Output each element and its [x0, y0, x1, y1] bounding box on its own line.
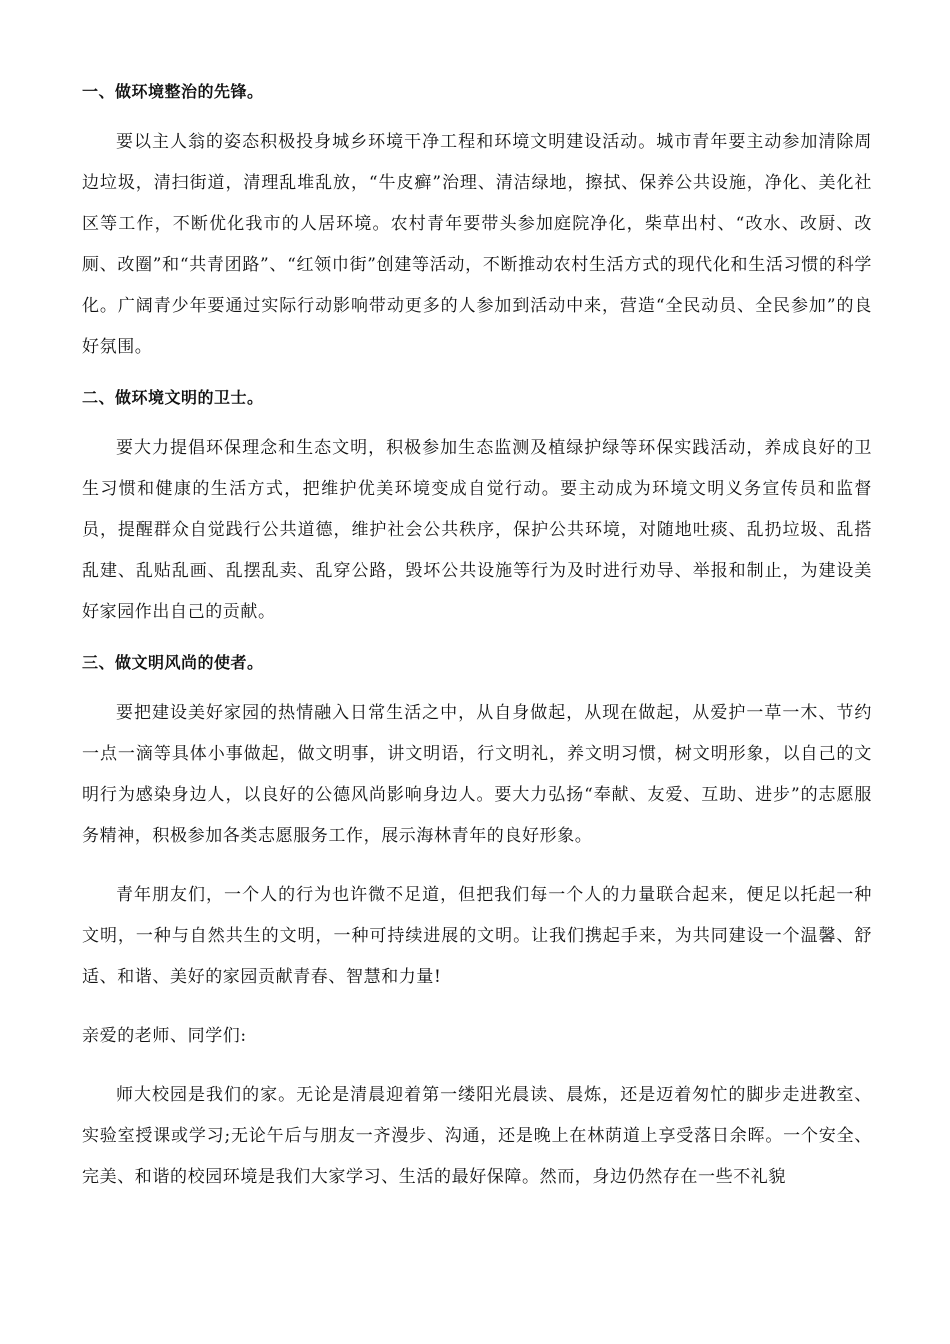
- section-2-paragraph: 要大力提倡环保理念和生态文明，积极参加生态监测及植绿护绿等环保实践活动，养成良好的卫生习惯和健康的生活方式，把维护优美环境变成自觉行动。要主动成为环境文明义务宣传员和监督员，提醒群众自觉践行公共道德，维护社会公共秩序，保护公共环境，对随地吐痰、乱扔垃圾、乱搭乱建、乱贴乱画、乱摆乱卖、乱穿公路，毁坏公共设施等行为及时进行劝导、举报和制止，为建设美好家园作出自己的贡献。: [82, 438, 872, 622]
- section-3-paragraph: 要把建设美好家园的热情融入日常生活之中，从自身做起，从现在做起，从爱护一草一木、节约一点一滴等具体小事做起，做文明事，讲文明语，行文明礼，养文明习惯，树文明形象，以自己的文明行为感染身边人，以良好的公德风尚影响身边人。要大力弘扬“奉献、友爱、互助、进步”的志愿服务精神，积极参加各类志愿服务工作，展示海林青年的良好形象。: [82, 703, 872, 846]
- closing-paragraph: 青年朋友们，一个人的行为也许微不足道，但把我们每一个人的力量联合起来，便足以托起一种文明，一种与自然共生的文明，一种可持续进展的文明。让我们携起手来，为共同建设一个温馨、舒适、和谐、美好的家园贡献青春、智慧和力量!: [82, 885, 872, 987]
- section-1-paragraph: 要以主人翁的姿态积极投身城乡环境干净工程和环境文明建设活动。城市青年要主动参加清除周边垃圾，清扫街道，清理乱堆乱放，“牛皮癣”治理、清洁绿地，擦拭、保养公共设施，净化、美化社区等工作，不断优化我市的人居环境。农村青年要带头参加庭院净化，柴草出村、“改水、改厨、改厕、改圈”和“共青团路”、“红领巾街”创建等活动，不断推动农村生活方式的现代化和生活习惯的科学化。广阔青少年要通过实际行动影响带动更多的人参加到活动中来，营造“全民动员、全民参加”的良好氛围。: [82, 132, 872, 357]
- document-page: [82, 80, 872, 1216]
- section-3-heading: 三、做文明风尚的使者。: [82, 653, 264, 672]
- second-letter-paragraph: 师大校园是我们的家。无论是清晨迎着第一缕阳光晨读、晨炼，还是迈着匆忙的脚步走进教室、实验室授课或学习;无论午后与朋友一齐漫步、沟通，还是晚上在林荫道上享受落日余晖。一个安全、完美、和谐的校园环境是我们大家学习、生活的最好保障。然而，身边仍然存在一些不礼貌: [82, 1085, 872, 1187]
- section-2-heading: 二、做环境文明的卫士。: [82, 388, 264, 407]
- salutation: 亲爱的老师、同学们:: [82, 1026, 247, 1046]
- section-1-heading: 一、做环境整治的先锋。: [82, 82, 264, 101]
